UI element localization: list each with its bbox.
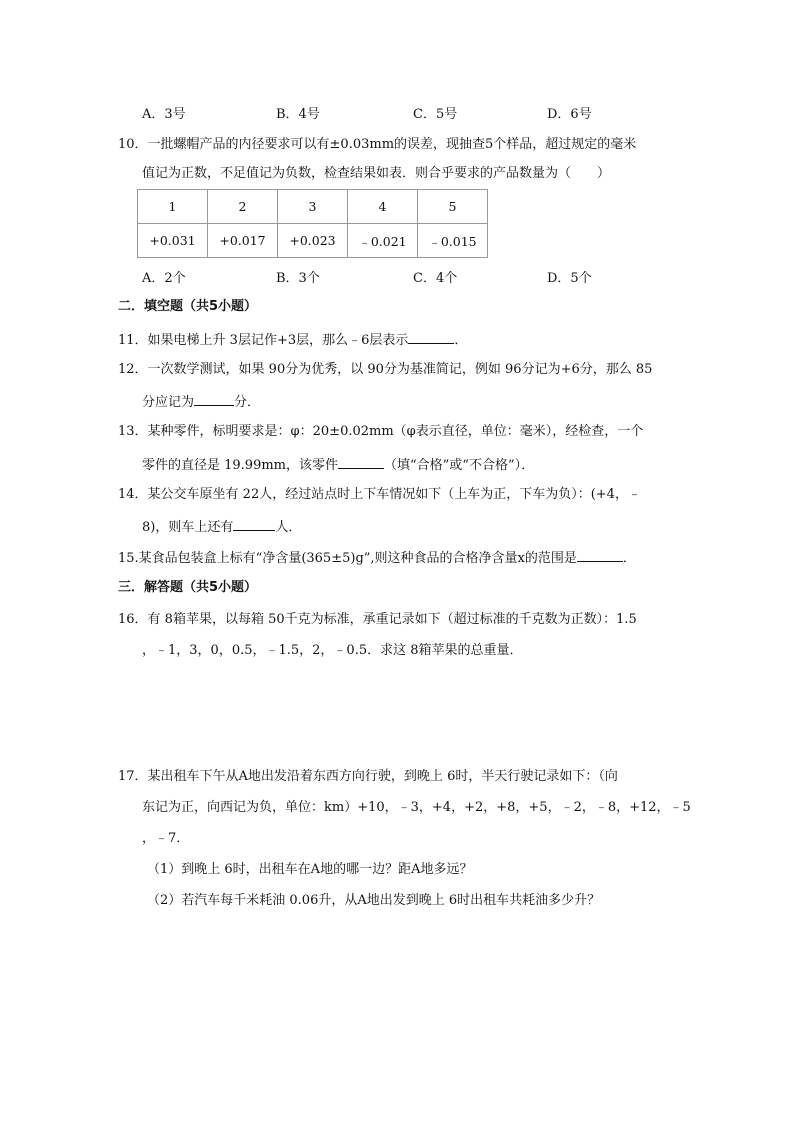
q10-option-c: C．4个 <box>413 271 458 286</box>
q9-option-a: A．3号 <box>142 107 186 122</box>
table-cell: 1 <box>138 190 208 224</box>
q17-sub2: （2）若汽车每千米耗油 0.06升，从A地出发到晚上 6时出租车共耗油多少升？ <box>147 893 601 908</box>
section-solution-heading: 三．解答题（共5小题） <box>118 580 258 595</box>
q16-line1: 16．有 8箱苹果，以每箱 50千克为标准，承重记录如下（超过标准的千克数为正数）：1.5 <box>118 612 637 627</box>
q10-data-table <box>137 189 488 258</box>
q13-end: （填“合格”或“不合格”）． <box>384 458 535 473</box>
answer-blank[interactable] <box>577 548 623 562</box>
q10-options <box>142 267 742 285</box>
q17-sub1: （1）到晚上 6时，出租车在A地的哪一边？距A地多远？ <box>147 862 473 877</box>
q15 <box>118 548 636 568</box>
q11 <box>118 330 467 350</box>
q13-line2 <box>142 455 534 475</box>
table-cell: ﹣0.021 <box>348 224 418 258</box>
answer-blank[interactable] <box>233 517 275 531</box>
q14-end: 人． <box>275 520 302 535</box>
q10-line1: 10．一批螺帽产品的内径要求可以有±0.03mm的误差，现抽查5个样品，超过规定的毫米 <box>118 137 637 152</box>
section-fill-in-heading: 二．填空题（共5小题） <box>118 299 258 314</box>
answer-blank[interactable] <box>194 392 234 406</box>
q16-line2: ，﹣1，3，0，0.5，﹣1.5，2，﹣0.5．求这 8箱苹果的总重量． <box>142 643 523 658</box>
q14-line1: 14．某公交车原坐有 22人，经过站点时上下车情况如下（上车为正，下车为负）：(+4，﹣ <box>118 487 641 502</box>
q11-end: ． <box>454 333 468 348</box>
q9-option-d: D．6号 <box>547 107 592 122</box>
q14-line2 <box>142 517 301 537</box>
table-cell: 3 <box>278 190 348 224</box>
q9-option-b: B．4号 <box>276 107 320 122</box>
q10-option-a: A．2个 <box>142 271 186 286</box>
q9-options <box>142 103 742 121</box>
q17-line1: 17．某出租车下午从A地出发沿着东西方向行驶，到晚上 6时，半天行驶记录如下：（向 <box>118 769 618 784</box>
q10-option-d: D．5个 <box>547 271 592 286</box>
q12-line1: 12．一次数学测试，如果 90分为优秀，以 90分为基准简记，例如 96分记为+6分，那么 85 <box>118 362 653 377</box>
q15-text: 15.某食品包装盒上标有“净含量(365±5)g”,则这种食品的合格净含量x的范围是 <box>118 551 577 566</box>
q14-text: 8)，则车上还有 <box>142 520 234 535</box>
q9-option-c: C．5号 <box>413 107 458 122</box>
table-cell: +0.031 <box>138 224 208 258</box>
q10-option-b: B．3个 <box>276 271 320 286</box>
answer-blank[interactable] <box>338 455 384 469</box>
table-cell: ﹣0.015 <box>418 224 488 258</box>
q17-line3: ，﹣7． <box>142 831 190 846</box>
table-cell: +0.023 <box>278 224 348 258</box>
q12-line2 <box>142 392 260 412</box>
table-cell: 4 <box>348 190 418 224</box>
q13-line1: 13．某种零件，标明要求是：φ：20±0.02mm（φ表示直径，单位：毫米），经检查，一个 <box>118 424 644 439</box>
q11-text: 11．如果电梯上升 3层记作+3层，那么﹣6层表示 <box>118 333 409 348</box>
table-cell: 2 <box>208 190 278 224</box>
q10-line2: 值记为正数，不足值记为负数，检查结果如表．则合乎要求的产品数量为（ ） <box>142 166 611 181</box>
q15-end: ． <box>622 551 636 566</box>
table-cell: +0.017 <box>208 224 278 258</box>
table-row <box>138 224 488 258</box>
q12-text: 分应记为 <box>142 395 195 410</box>
q12-end: 分． <box>234 395 261 410</box>
q17-line2: 东记为正，向西记为负，单位：km）+10，﹣3，+4，+2，+8，+5，﹣2，﹣8，+12，﹣5 <box>142 800 691 815</box>
answer-blank[interactable] <box>408 330 454 344</box>
table-header-row <box>138 190 488 224</box>
q13-text: 零件的直径是 19.99mm，该零件 <box>142 458 339 473</box>
table-cell: 5 <box>418 190 488 224</box>
